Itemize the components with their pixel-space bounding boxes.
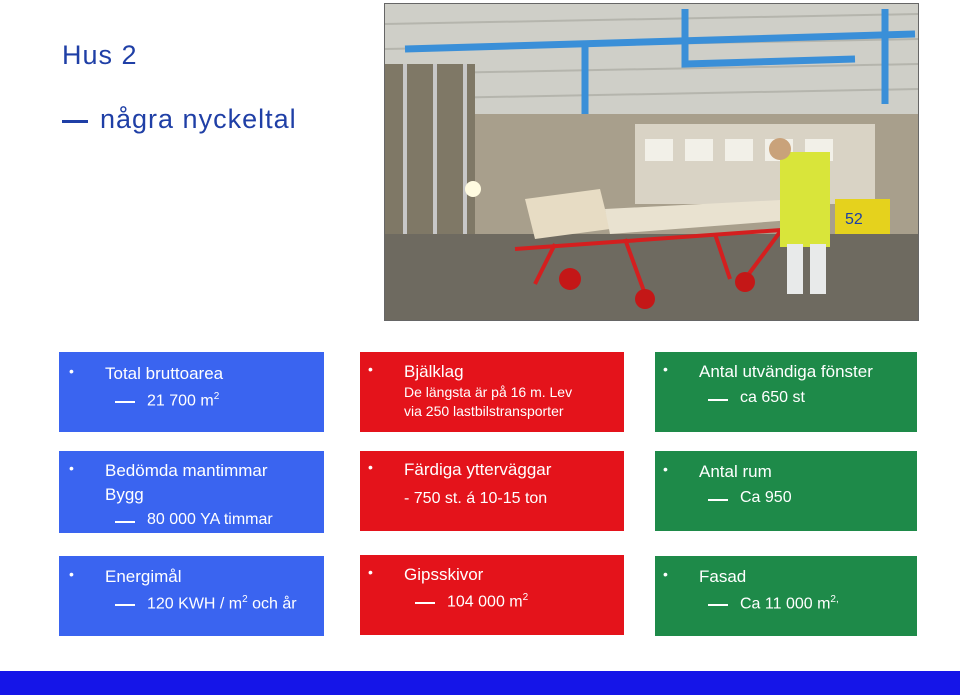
gypsum-heading: • Gipsskivor bbox=[404, 565, 483, 585]
windows-box bbox=[655, 352, 917, 432]
gypsum-value: 104 000 $m^2$ bbox=[447, 592, 529, 611]
manhours-box bbox=[59, 451, 324, 533]
walls-box bbox=[360, 451, 624, 531]
bottom-bar bbox=[0, 671, 960, 695]
bjalklag-heading: • Bjälklag bbox=[404, 362, 464, 382]
manhours-value: 80 000 YA timmar bbox=[147, 511, 273, 528]
rooms-heading: • Antal rum bbox=[699, 462, 772, 482]
facade-heading: • Fasad bbox=[699, 567, 746, 587]
slide-title: Hus 2 bbox=[62, 40, 138, 70]
windows-value: ca 650 st bbox=[740, 389, 805, 406]
total-area-heading: • Total bruttoarea bbox=[105, 364, 223, 384]
walls-heading: • Färdiga ytterväggar bbox=[404, 460, 551, 480]
bjalklag-line1: De längsta är på 16 m. Lev bbox=[404, 384, 573, 400]
manhours-heading: • Bedömda mantimmar bbox=[105, 461, 268, 481]
energy-value: 120 KWH / $m^2$ och år bbox=[147, 594, 297, 613]
bjalklag-box bbox=[360, 352, 624, 432]
dash-icon bbox=[62, 120, 88, 123]
energy-box bbox=[59, 556, 324, 636]
rooms-value: Ca 950 bbox=[740, 489, 792, 506]
gypsum-box bbox=[360, 555, 624, 635]
facade-box bbox=[655, 556, 917, 636]
total-area-value: 21 700 $m^2$ bbox=[147, 391, 220, 410]
construction-site-photo bbox=[384, 3, 919, 321]
svg-text:52: 52 bbox=[845, 211, 863, 228]
rooms-box bbox=[655, 451, 917, 531]
facade-value: Ca 11 000 $m^{2,}$ bbox=[740, 594, 839, 613]
manhours-subheading: Bygg bbox=[105, 485, 144, 504]
total-area-box bbox=[59, 352, 324, 432]
energy-heading: • Energimål bbox=[105, 567, 182, 587]
bjalklag-line2: via 250 lastbilstransporter bbox=[404, 403, 564, 419]
windows-heading: • Antal utvändiga fönster bbox=[699, 362, 873, 382]
slide-subtitle-text: några nyckeltal bbox=[100, 104, 297, 134]
slide-subtitle bbox=[62, 104, 297, 135]
walls-value: - 750 st. á 10-15 ton bbox=[404, 490, 548, 507]
